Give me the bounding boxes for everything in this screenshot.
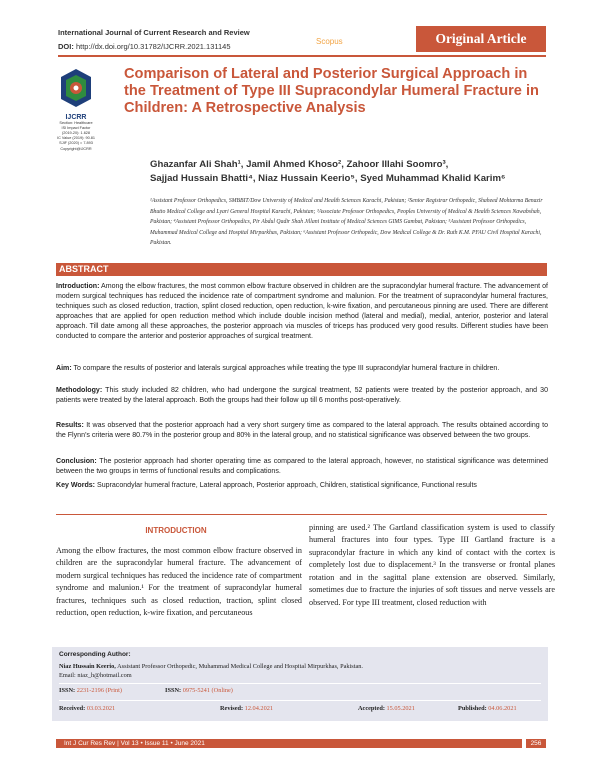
doi-value[interactable]: http://dx.doi.org/10.31782/IJCRR.2021.131145 [75, 42, 231, 51]
corresponding-author-box [52, 647, 548, 721]
logo-line: SJIF (2020) = 7.893 [59, 141, 93, 145]
date-label: Accepted: [358, 705, 385, 712]
doi[interactable] [58, 42, 231, 51]
logo-line: (2019-20): 1.628 [61, 131, 91, 135]
date-value: 04.06.2021 [488, 705, 517, 712]
section-text: Among the elbow fractures, the most common elbow fracture observed in children are the supracondylar humeral fracture. The advancement of modern surgical techniques has reduced the incidence rate of compartment syndrome and malunion. For the treatment of supracondylar humeral fractures, techniques such as closed reduction, traction, splint closed reduction, open reduction, k-wire fixation, and percutaneous pinning are used. There are different approaches that are applied for open reduction method which include double incision method (lateral and medial), medial, anterior, posterior and lateral approach. Till date among all these approaches, the posterior approach via muscles of triceps has produced very good results. Different studies have been conducted to compare the anterior and posterior approaches of surgical treatment. [56, 283, 548, 340]
section-label: Key Words: [56, 482, 96, 489]
journal-name: International Journal of Current Research and Review [58, 28, 250, 37]
issn-label: ISSN: [59, 687, 76, 694]
date-label: Revised: [220, 705, 244, 712]
logo-line: ISI Impact Factor [61, 126, 91, 130]
received-date [59, 705, 115, 712]
section-label: Results: [56, 422, 84, 429]
email-label: Email: [59, 672, 76, 679]
scopus-label: Scopus [316, 37, 343, 46]
footer-citation: Int J Cur Res Rev | Vol 13 • Issue 11 • June 2021 [56, 739, 522, 748]
abstract-results [56, 421, 548, 441]
logo-caption [56, 114, 96, 152]
section-text: To compare the results of posterior and laterals surgical approaches while treating the type III supracondylar humeral fracture in children. [71, 365, 500, 372]
abstract-conclusion [56, 457, 548, 477]
logo-line: Section: Healthcare [59, 121, 93, 125]
doi-label: DOI: [58, 42, 74, 51]
author-line: Ghazanfar Ali Shah¹, Jamil Ahmed Khoso², Zahoor Illahi Soomro³, [150, 159, 449, 170]
logo-line: IC Value (2019): 90.81 [57, 136, 95, 140]
issn-print [59, 687, 122, 694]
box-divider [59, 700, 541, 701]
abstract-introduction [56, 282, 548, 342]
date-value: 03.03.2021 [86, 705, 116, 712]
introduction-right-column: pinning are used.² The Gartland classification system is used to classify humeral fractures into four types. Type III Gartland fracture is a supracondylar fracture in which any kind of contact with the cortex is completely lost due to displacement.³ In the transverse or frontal planes rotation and in the sagittal plane extension are observed. Similarly, sometimes due to fracture the injuries of soft tissues and nerve vessels are observed. For type III treatment, closed reduction with [309, 523, 555, 607]
logo-icon [58, 67, 94, 109]
abstract-methodology [56, 386, 548, 406]
section-label: Introduction: [56, 283, 100, 290]
author-affiliation: Assistant Professor Orthopedic, Muhammad Medical College and Hospital Mirpurkhas, Pakistan. [115, 663, 363, 670]
section-label: Aim: [56, 365, 72, 372]
date-label: Published: [458, 705, 487, 712]
section-text: Supracondylar humeral fracture, Lateral approach, Posterior approach, Children, statistical significance, Functional results [95, 482, 477, 489]
issn-print-value: 2231-2196 (Print) [76, 687, 122, 694]
box-divider [59, 683, 541, 684]
corresponding-author-details [59, 663, 539, 670]
section-label: Methodology: [56, 387, 103, 394]
author-name: Niaz Hussain Keerio, [59, 663, 116, 670]
affiliations: ¹Assistant Professor Orthopedics, SMBBIT/Dow University of Medical and Health Sciences Karachi, Pakistan; ²Senior Registrar Orthopedic, Shaheed Mohtarma Benazir Bhutto Medical College and Lyari General Hospital Karachi, Pakistan; ³Associate Professor Orthopedics, Peoples University of Medical & Health Sciences Nawabshah, Pakistan; ⁴Assistant Professor Orthopedics, Pir Abdul Qadir Shah Jillani Institute of Medical Sciences GIMS Gambat, Pakistan; ⁵Assistant Professor Orthopedics, Muhammad Medical College and Hospital Mirpurkhas, Pakistan; ⁶Assistant Professor Orthopedic, Dow Medical College & Dr. Ruth K.M. PFAU Civil Hospital Karachi, Pakistan. [150, 198, 543, 247]
published-date [458, 705, 517, 712]
date-value: 15.05.2021 [386, 705, 415, 712]
abstract-aim [56, 364, 548, 374]
author-list [150, 158, 550, 186]
section-text: The posterior approach had shorter operating time as compared to the lateral approach, however, no statistical significance was determined between the two groups in terms of functional results and complications. [56, 458, 548, 475]
section-label: Conclusion: [56, 458, 97, 465]
article-type-badge: Original Article [416, 26, 546, 52]
journal-logo [58, 67, 94, 109]
corresponding-author-title: Corresponding Author: [59, 651, 131, 658]
paper-title: Comparison of Lateral and Posterior Surgical Approach in the Treatment of Type III Supracondylar Humeral Fracture in Children: A Retrospective Analysis [124, 66, 539, 116]
email-address[interactable]: niaz_h@hotmail.com [77, 672, 132, 679]
date-value: 12.04.2021 [244, 705, 274, 712]
introduction-heading: INTRODUCTION [145, 526, 207, 535]
author-line: Sajjad Hussain Bhatti⁴, Niaz Hussain Keerio⁵, Syed Muhammad Khalid Karim⁶ [150, 173, 506, 184]
introduction-left-column: Among the elbow fractures, the most common elbow fracture observed in children are the supracondylar humeral fracture. The advancement of modern surgical techniques has reduced the incidence rate of compartment syndrome and malunion.¹ For the treatment of supracondylar humeral fractures, techniques such as closed reduction, traction, splint closed reduction, open reduction, k-wire fixation, and percutaneous [56, 546, 302, 618]
abstract-divider [56, 514, 547, 515]
issn-online-value: 0975-5241 (Online) [182, 687, 233, 694]
copyright: Copyright@IJCRR [60, 147, 92, 151]
logo-name: IJCRR [65, 114, 87, 121]
section-text: It was observed that the posterior approach had a very short surgery time as compared to the lateral approach. The results obtained according to the Flynn’s criteria were 80.7% in the posterior group and 80% in the lateral group, and no statistical significance was observed between the two groups. [56, 422, 548, 439]
author-email [59, 672, 132, 679]
issn-online [165, 687, 233, 694]
abstract-keywords [56, 481, 548, 491]
date-label: Received: [59, 705, 86, 712]
revised-date [220, 705, 273, 712]
page-number: 256 [526, 739, 546, 748]
header-divider [58, 55, 546, 57]
section-text: This study included 82 children, who had undergone the surgical treatment, 52 patients were treated by the posterior approach, and 30 patients were treated by the lateral approach. Both the groups had their follow up till 6 months post-operatively. [56, 387, 548, 404]
abstract-heading: ABSTRACT [56, 263, 547, 276]
accepted-date [358, 705, 415, 712]
issn-label: ISSN: [165, 687, 182, 694]
